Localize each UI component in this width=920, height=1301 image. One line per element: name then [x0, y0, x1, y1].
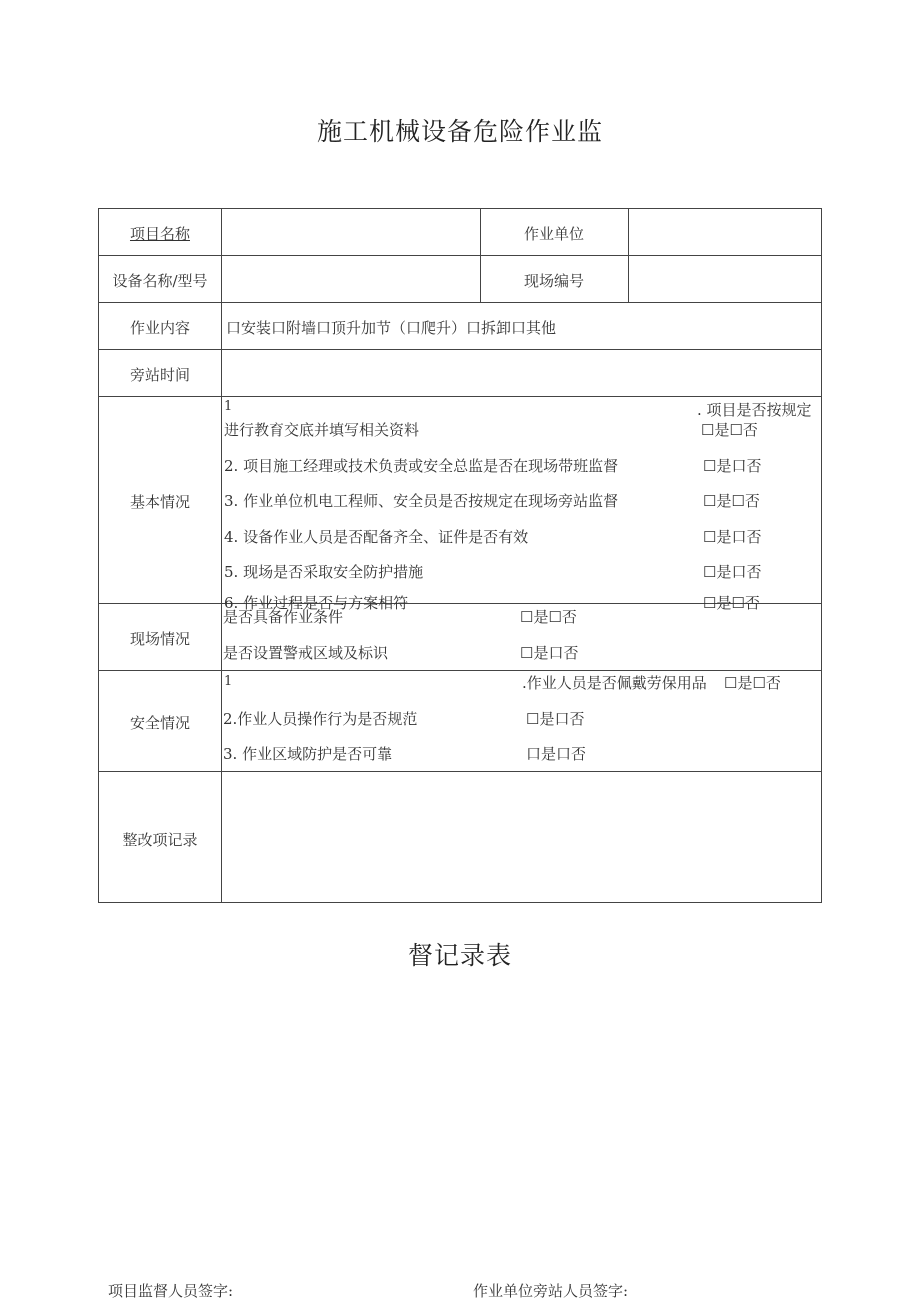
safety-situation-label: 安全情况: [129, 714, 190, 732]
basic-item-6-check-clipped: ☐是☐否: [703, 594, 760, 612]
basic-situation-items: [222, 397, 820, 612]
basic-item-1-continued: 进行教育交底并填写相关资料: [224, 421, 420, 439]
site-item-2: 是否设置警戒区域及标识: [223, 644, 389, 662]
row-divider: [99, 302, 821, 303]
basic-item-1-text: . 项目是否按规定: [697, 401, 812, 419]
basic-item-6-clipped: 6. 作业过程是否与方案相符: [224, 594, 409, 612]
site-number-label: 现场编号: [524, 272, 585, 290]
unit-standby-signature-label: 作业单位旁站人员签字:: [473, 1282, 629, 1300]
site-situation-label: 现场情况: [129, 630, 190, 648]
safety-item-1-number: 1: [224, 674, 233, 689]
basic-item-1-number: 1: [224, 399, 233, 414]
basic-item-4: 4. 设备作业人员是否配备齐全、证件是否有效: [224, 528, 529, 546]
safety-item-2: 2.作业人员操作行为是否规范: [223, 710, 418, 728]
equipment-label: 设备名称/型号: [112, 272, 208, 290]
safety-item-3-check: 口是口否: [526, 745, 587, 763]
row-divider: [99, 349, 821, 350]
document-title-top: 施工机械设备危险作业监: [316, 117, 603, 146]
site-item-1: 是否具备作业条件: [223, 608, 344, 626]
project-name-label: 项目名称: [129, 225, 190, 243]
safety-item-1: .作业人员是否佩戴劳保用品: [522, 674, 707, 692]
row-divider: [99, 670, 821, 671]
work-unit-label: 作业单位: [524, 225, 585, 243]
basic-item-4-check: ☐是口否: [703, 528, 762, 546]
supervision-record-table: [98, 208, 822, 903]
basic-item-3-check: ☐是☐否: [703, 492, 760, 510]
basic-item-5: 5. 现场是否采取安全防护措施: [224, 563, 424, 581]
site-item-1-check: ☐是☐否: [520, 608, 577, 626]
basic-situation-label: 基本情况: [129, 493, 190, 511]
basic-item-1-check: ☐是☐否: [701, 421, 758, 439]
column-divider: [628, 209, 629, 302]
row-divider: [99, 255, 821, 256]
rectification-record-label: 整改项记录: [122, 831, 198, 849]
standby-time-label: 旁站时间: [129, 366, 190, 384]
basic-item-2-check: ☐是口否: [703, 457, 762, 475]
basic-item-3: 3. 作业单位机电工程师、安全员是否按规定在现场旁站监督: [224, 492, 619, 510]
safety-item-2-check: ☐是口否: [526, 710, 585, 728]
basic-item-5-check: ☐是口否: [703, 563, 762, 581]
safety-item-1-check: ☐是☐否: [724, 674, 781, 692]
supervisor-signature-label: 项目监督人员签字:: [108, 1282, 234, 1300]
row-divider: [99, 771, 821, 772]
column-divider: [480, 209, 481, 302]
work-content-options: 口安装口附墙口顶升加节（口爬升）口拆卸口其他: [226, 319, 557, 337]
site-item-2-check: ☐是口否: [520, 644, 579, 662]
work-content-label: 作业内容: [129, 319, 190, 337]
document-title-bottom: 督记录表: [407, 941, 512, 970]
basic-item-2: 2. 项目施工经理或技术负责或安全总监是否在现场带班监督: [224, 457, 619, 475]
safety-item-3: 3. 作业区域防护是否可靠: [223, 745, 393, 763]
